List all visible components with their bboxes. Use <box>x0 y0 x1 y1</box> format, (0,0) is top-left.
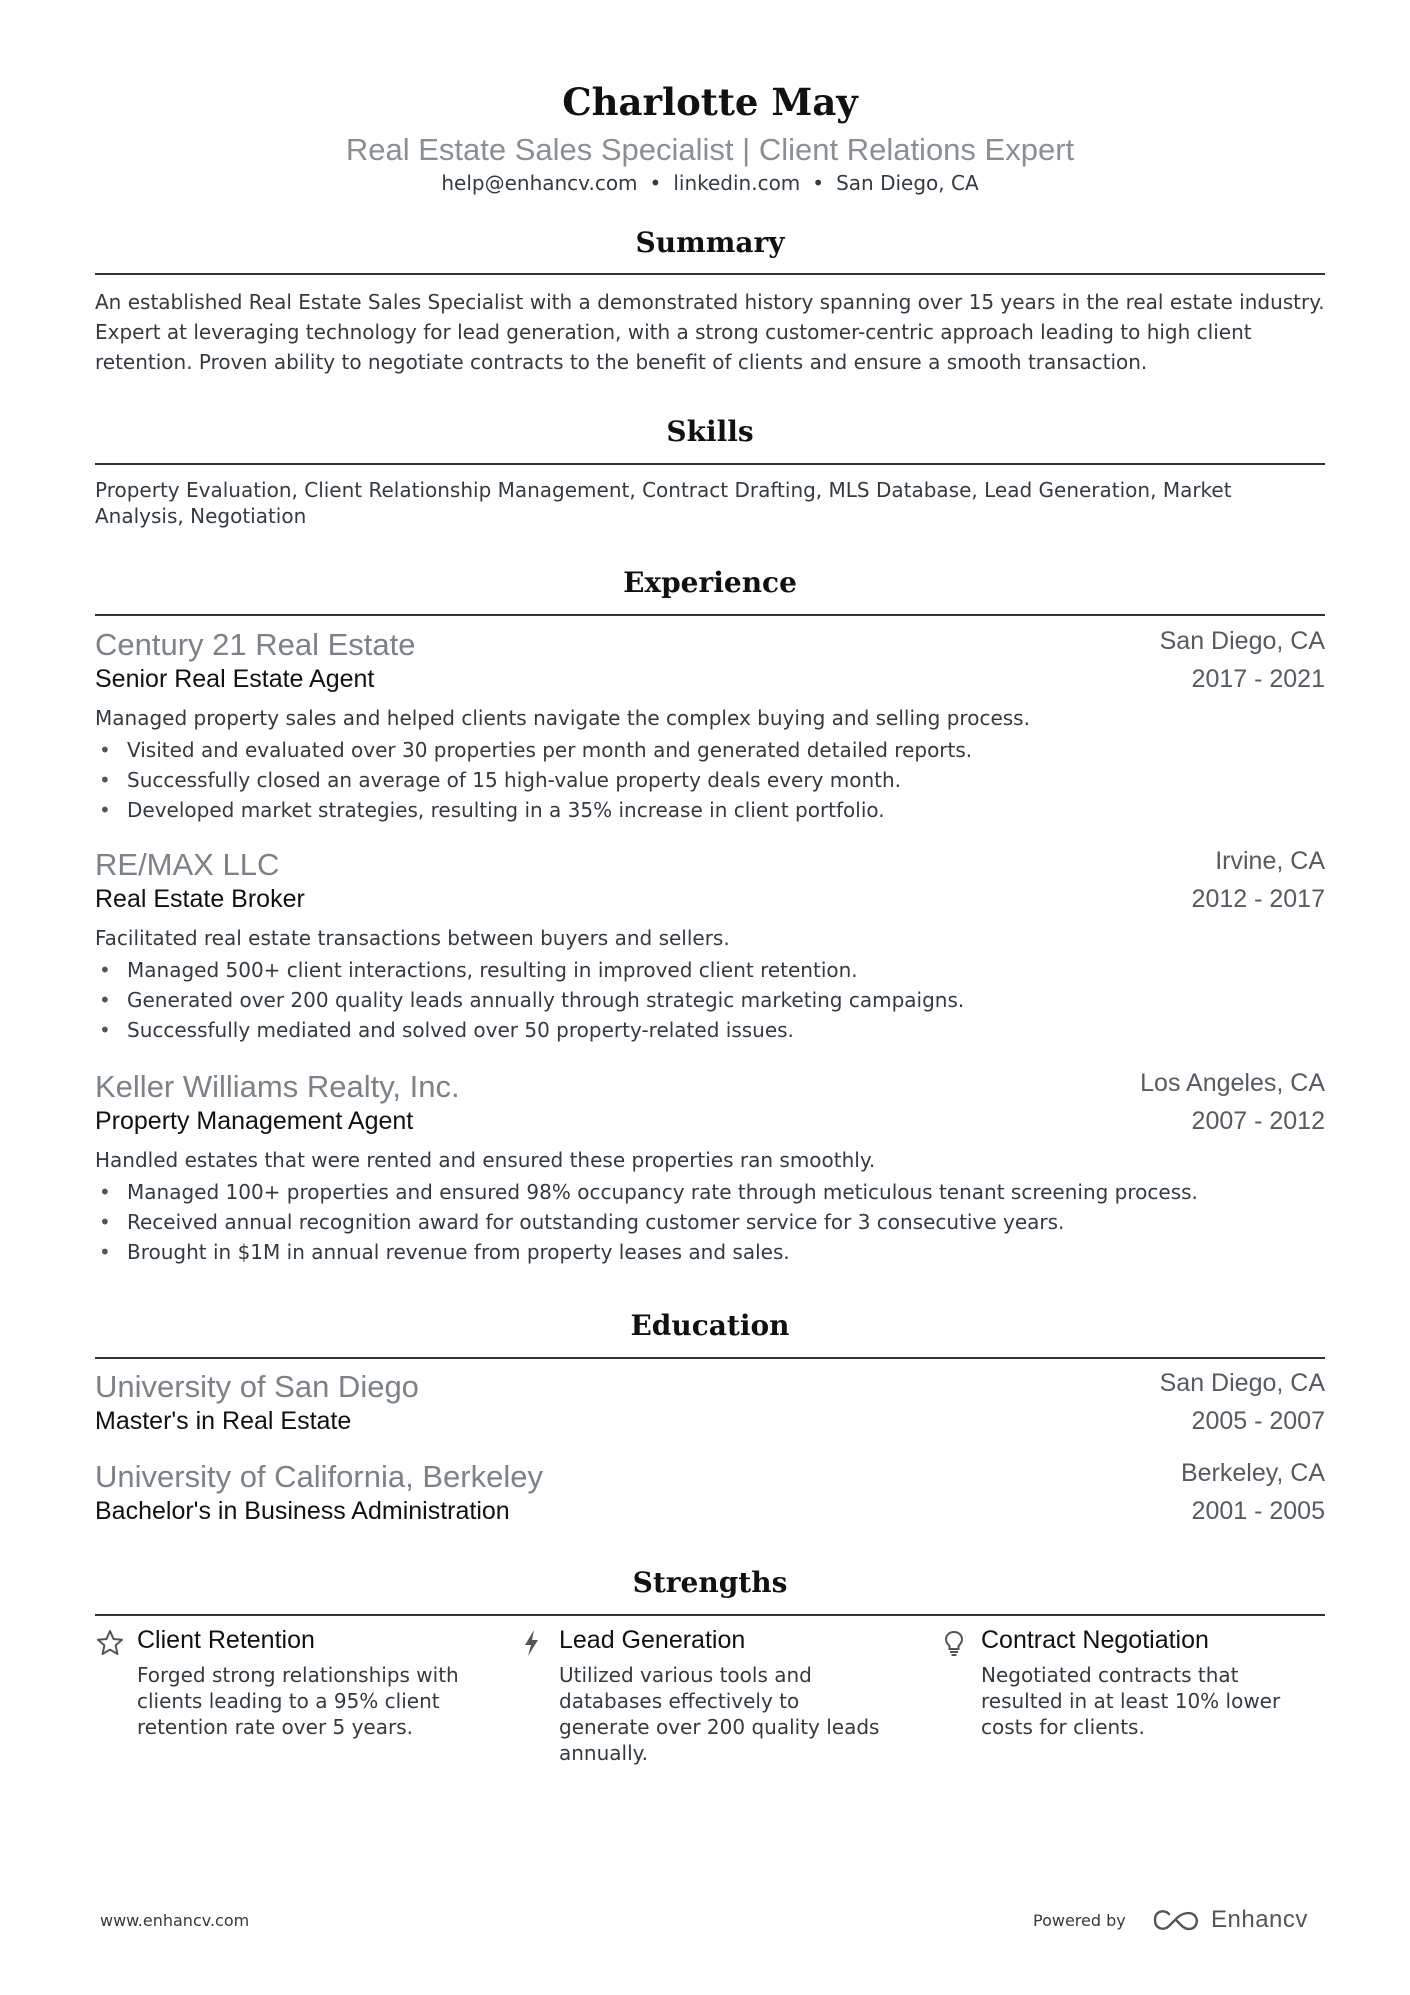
bullet-item: • Developed market strategies, resulting in a 35% increase in client portfolio. <box>95 795 1325 825</box>
company-name: Keller Williams Realty, Inc. <box>95 1069 460 1104</box>
experience-entry <box>95 627 1325 825</box>
bullet-item: • Managed 100+ properties and ensured 98% occupancy rate through meticulous tenant screening process. <box>95 1177 1325 1207</box>
experience-heading: Experience <box>623 566 797 599</box>
brand-name: Enhancv <box>1211 1906 1308 1933</box>
strengths-grid <box>95 1626 1325 1765</box>
enhancv-logo-icon <box>1151 1907 1203 1933</box>
lightning-icon <box>517 1628 547 1658</box>
school-location: Berkeley, CA <box>1180 1459 1325 1487</box>
degree: Master's in Real Estate <box>95 1407 352 1435</box>
candidate-title: Real Estate Sales Specialist | Client Relations Expert <box>345 132 1075 167</box>
skills-heading: Skills <box>666 415 754 448</box>
section-divider <box>95 614 1325 616</box>
star-icon <box>95 1628 125 1658</box>
section-divider <box>95 1614 1325 1616</box>
job-dates: 2012 - 2017 <box>1191 885 1325 913</box>
contact-linkedin[interactable]: linkedin.com <box>673 171 801 195</box>
bullet-item: • Managed 500+ client interactions, resulting in improved client retention. <box>95 955 1325 985</box>
strengths-heading: Strengths <box>632 1566 788 1599</box>
lightbulb-icon <box>939 1628 969 1658</box>
bullet-item: • Brought in $1M in annual revenue from property leases and sales. <box>95 1237 1325 1267</box>
job-bullets <box>95 735 1325 825</box>
job-location: Los Angeles, CA <box>1140 1069 1325 1097</box>
experience-entry <box>95 847 1325 1045</box>
education-entry <box>95 1459 1325 1533</box>
education-dates: 2001 - 2005 <box>1191 1497 1325 1525</box>
education-dates: 2005 - 2007 <box>1191 1407 1325 1435</box>
contact-line <box>95 171 1325 195</box>
job-description: Facilitated real estate transactions between buyers and sellers. <box>95 926 730 950</box>
school-name: University of San Diego <box>95 1369 419 1404</box>
job-bullets <box>95 955 1325 1045</box>
strength-title: Contract Negotiation <box>981 1626 1209 1654</box>
bullet-item: • Generated over 200 quality leads annually through strategic marketing campaigns. <box>95 985 1325 1015</box>
job-dates: 2017 - 2021 <box>1191 665 1325 693</box>
education-heading: Education <box>630 1309 790 1342</box>
job-dates: 2007 - 2012 <box>1191 1107 1325 1135</box>
section-divider <box>95 273 1325 275</box>
job-bullets <box>95 1177 1325 1267</box>
strength-description: Forged strong relationships with clients leading to a 95% client retention rate over 5 years. <box>137 1663 459 1739</box>
contact-separator: • <box>649 171 662 195</box>
company-name: RE/MAX LLC <box>95 847 280 882</box>
experience-entry <box>95 1069 1325 1267</box>
strength-title: Lead Generation <box>559 1626 746 1654</box>
school-location: San Diego, CA <box>1159 1369 1325 1397</box>
job-description: Handled estates that were rented and ensured these properties ran smoothly. <box>95 1148 876 1172</box>
section-divider <box>95 1357 1325 1359</box>
degree: Bachelor's in Business Administration <box>95 1497 510 1525</box>
strength-title: Client Retention <box>137 1626 315 1654</box>
job-description: Managed property sales and helped clients navigate the complex buying and selling process. <box>95 706 1030 730</box>
contact-location: San Diego, CA <box>836 171 979 195</box>
powered-by-label: Powered by <box>1033 1911 1126 1930</box>
summary-heading: Summary <box>635 226 785 259</box>
strength-description: Utilized various tools and databases effectively to generate over 200 quality leads annually. <box>559 1663 880 1765</box>
candidate-name: Charlotte May <box>562 80 858 124</box>
contact-email[interactable]: help@enhancv.com <box>441 171 638 195</box>
job-location: San Diego, CA <box>1159 627 1325 655</box>
bullet-item: • Successfully mediated and solved over 50 property-related issues. <box>95 1015 1325 1045</box>
bullet-item: • Successfully closed an average of 15 high-value property deals every month. <box>95 765 1325 795</box>
summary-text: An established Real Estate Sales Specialist with a demonstrated history spanning over 15 years in the real estate industry. Expert at leveraging technology for lead generation, with a strong customer-centric approach leading to high client retention. Proven ability to negotiate contracts to the benefit of clients and ensure a smooth transaction. <box>95 290 1325 374</box>
footer-website[interactable]: www.enhancv.com <box>100 1911 250 1930</box>
bullet-item: • Received annual recognition award for outstanding customer service for 3 consecutive years. <box>95 1207 1325 1237</box>
school-name: University of California, Berkeley <box>95 1459 543 1494</box>
job-role: Property Management Agent <box>95 1107 414 1135</box>
bullet-item: • Visited and evaluated over 30 properties per month and generated detailed reports. <box>95 735 1325 765</box>
company-name: Century 21 Real Estate <box>95 627 416 662</box>
section-divider <box>95 463 1325 465</box>
job-role: Senior Real Estate Agent <box>95 665 375 693</box>
skills-text: Property Evaluation, Client Relationship Management, Contract Drafting, MLS Database, Lead Generation, Market Analysis, Negotiation <box>95 478 1232 528</box>
job-role: Real Estate Broker <box>95 885 305 913</box>
job-location: Irvine, CA <box>1215 847 1325 875</box>
contact-separator: • <box>812 171 825 195</box>
education-entry <box>95 1369 1325 1443</box>
strength-description: Negotiated contracts that resulted in at least 10% lower costs for clients. <box>981 1663 1281 1739</box>
